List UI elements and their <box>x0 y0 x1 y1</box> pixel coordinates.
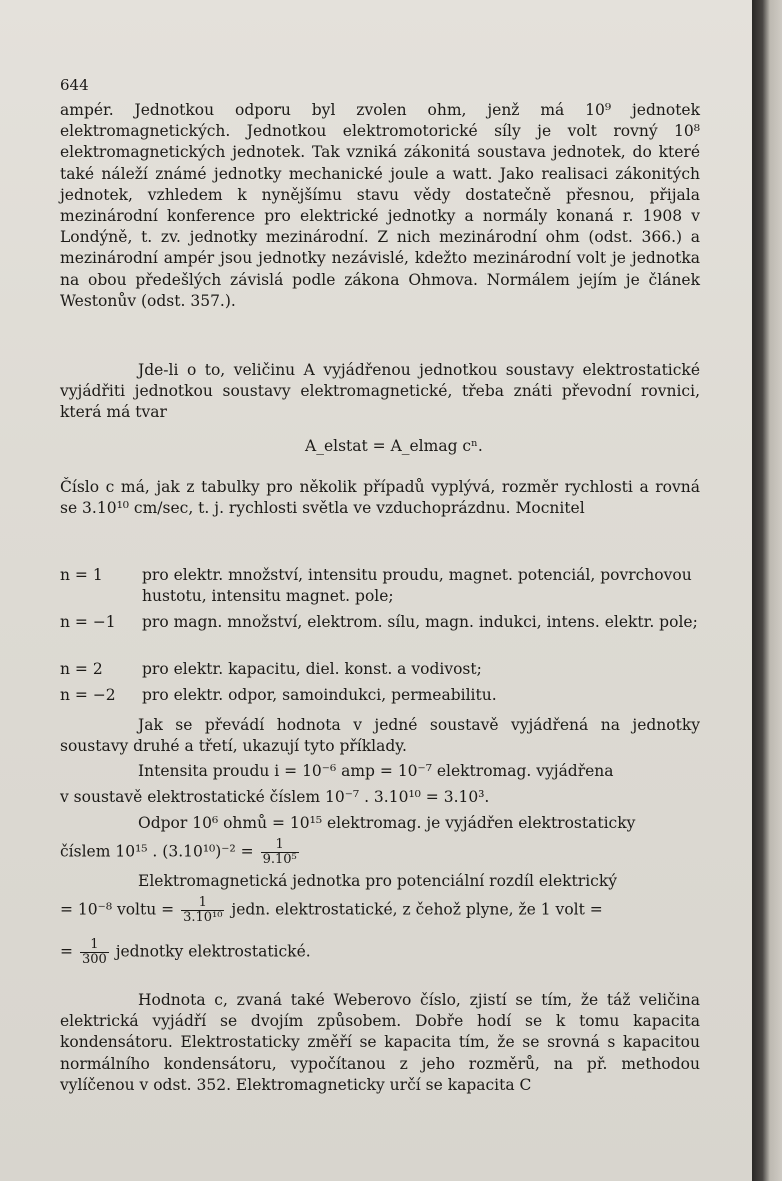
equals-sign: = <box>60 942 73 961</box>
example-resistance-expression: číslem 10¹⁵ . (3.10¹⁰)⁻² = <box>60 842 254 861</box>
exponent-text: pro magn. množství, elektrom. sílu, magn. indukci, intens. elektr. pole; <box>142 613 698 631</box>
conversion-formula: A_elstat = A_elmag cⁿ. <box>305 437 483 455</box>
exponent-text: pro elektr. kapacitu, diel. konst. a vodivost; <box>142 660 482 678</box>
fraction-denominator: 300 <box>81 952 107 967</box>
exponent-row-1 <box>60 565 700 607</box>
fraction-numerator: 1 <box>80 938 109 953</box>
paragraph-conversion: Jde-li o to, veličinu A vyjádřenou jednotkou soustavy elektrostatické vyjádřiti jednotkou soustavy elektromagnetické, třeba znáti převodní rovnici, která má tvar <box>60 361 700 422</box>
paragraph-units: ampér. Jednotkou odporu byl zvolen ohm, jenž má 10⁹ jednotek elektromagnetických. Jednotkou elektromotorické síly je volt rovný 10⁸ elektromagnetických jednotek. Tak vzniká zákonitá soustava jednotek, do které také náleží známé jednotky mechanické joule a watt. Jako realisaci zákonitých jednotek, vzhledem k nynějšímu stavu vědy dostatečně přesnou, přijala mezinárodní konference pro elektrické jednotky a normály konaná r. 1908 v Londýně, t. zv. jednotky mezinárodní. Z nich mezinárodní ohm (odst. 366.) a mezinárodní ampér jsou jednotky nezávislé, kdežto mezinárodní volt je jednotka na obou předešlých závislá podle zákona Ohmova. Normálem jejím je článek Westonův (odst. 357.). <box>60 101 700 310</box>
page-number: 644 <box>60 76 89 94</box>
fraction-denominator: 3.10¹⁰ <box>183 910 223 925</box>
book-spine-shadow <box>752 0 782 1181</box>
exponent-text: pro elektr. množství, intensitu proudu, magnet. potenciál, povrchovou hustotu, intensitu magnet. pole; <box>142 566 692 605</box>
example-potential-continuation: jedn. elektrostatické, z čehož plyne, že 1 volt = <box>231 900 603 919</box>
exponent-label: n = −2 <box>60 686 116 704</box>
fraction-numerator: 1 <box>181 896 224 911</box>
paragraph-weber-constant: Číslo c má, jak z tabulky pro několik případů vyplývá, rozměr rychlosti a rovná se 3.10¹⁰ cm/sec, t. j. rychlosti světla ve vzduchoprázdnu. Mocnitel <box>60 478 700 518</box>
exponent-row-4 <box>60 685 700 706</box>
paragraph-weber-number: Hodnota c, zvaná také Weberovo číslo, zjistí se tím, že táž veličina elektrická vyjádří se dvojím způsobem. Dobře hodí se k tomu kapacita kondensátoru. Elektrostaticky změří se kapacita tím, že se srovná s kapacitou normálního kondensátoru, vypočítanou z jeho rozměrů, na př. methodou vylíčenou v odst. 352. Elektromagneticky určí se kapacita C <box>60 991 700 1094</box>
exponent-label: n = 2 <box>60 660 103 678</box>
example-current-line1: Intensita proudu i = 10⁻⁶ amp = 10⁻⁷ elektromag. vyjádřena <box>138 762 614 780</box>
exponent-label: n = 1 <box>60 566 103 584</box>
example-potential-line1: Elektromagnetická jednotka pro potenciální rozdíl elektrický <box>138 872 617 890</box>
example-current-line2: v soustavě elektrostatické číslem 10⁻⁷ . 3.10¹⁰ = 3.10³. <box>60 788 490 806</box>
fraction <box>80 938 109 967</box>
example-potential-expression: = 10⁻⁸ voltu = <box>60 900 175 919</box>
fraction-numerator: 1 <box>261 838 299 853</box>
example-resistance-line1: Odpor 10⁶ ohmů = 10¹⁵ elektromag. je vyjádřen elektrostaticky <box>138 814 636 832</box>
exponent-row-2 <box>60 612 700 654</box>
example-potential-line2 <box>60 896 603 925</box>
fraction <box>261 838 299 867</box>
exponent-label: n = −1 <box>60 613 116 631</box>
paragraph-examples-intro: Jak se převádí hodnota v jedné soustavě vyjádřená na jednotky soustavy druhé a třetí, ukazují tyto příklady. <box>60 716 700 756</box>
exponent-text: pro elektr. odpor, samoindukci, permeabilitu. <box>142 686 497 704</box>
example-potential-result: jednotky elektrostatické. <box>115 942 311 961</box>
example-resistance-line2 <box>60 838 301 867</box>
fraction <box>181 896 224 925</box>
example-potential-line3 <box>60 938 311 967</box>
exponent-row-3 <box>60 659 700 680</box>
fraction-denominator: 9.10⁵ <box>262 852 297 867</box>
